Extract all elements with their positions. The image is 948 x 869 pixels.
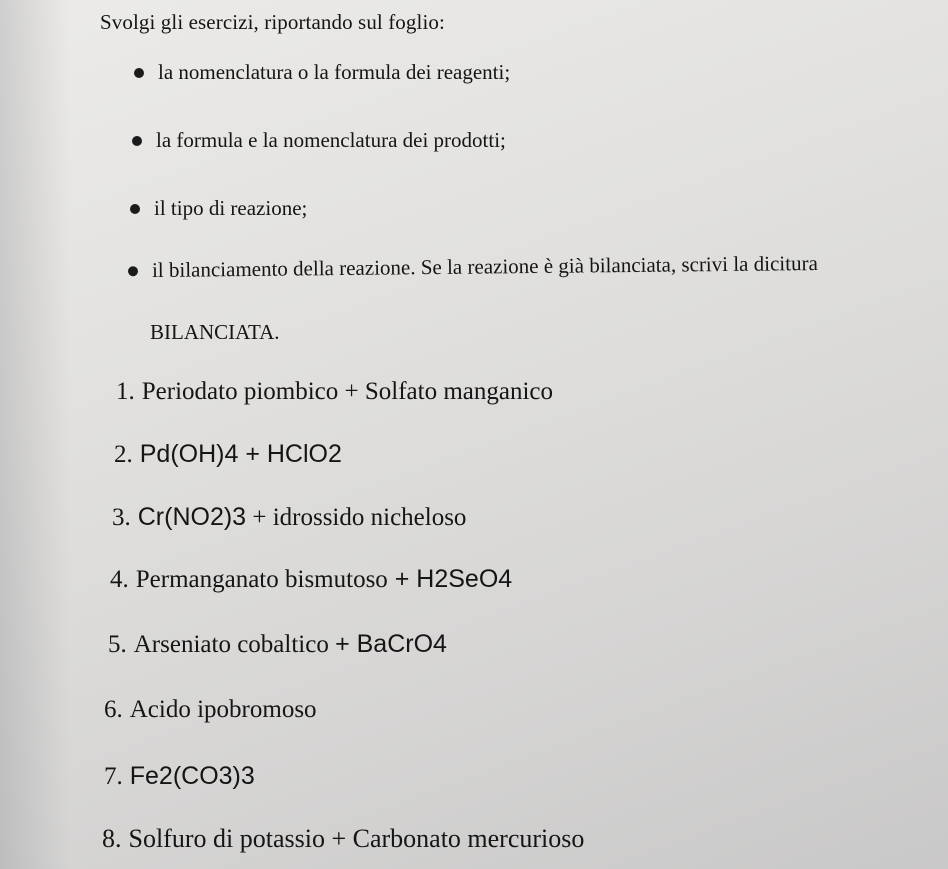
exercise-number: 7. bbox=[104, 763, 123, 790]
bilanciata-label: BILANCIATA. bbox=[150, 320, 280, 344]
exercise-text: Pd(OH)4 + HClO2 bbox=[139, 440, 342, 468]
exercise-formula: + BaCrO4 bbox=[335, 630, 447, 658]
exercise-formula: Cr(NO2)3 bbox=[137, 503, 247, 531]
exercise-number: 4. bbox=[110, 566, 129, 593]
exercise-text: Permanganato bismutoso bbox=[135, 566, 388, 593]
exercise-number: 8. bbox=[102, 824, 122, 853]
exercise-7 bbox=[104, 762, 255, 791]
instructions-heading: Svolgi gli esercizi, riportando sul foglio: bbox=[100, 10, 445, 34]
exercise-text: Acido ipobromoso bbox=[129, 696, 317, 723]
exercise-text: + idrossido nicheloso bbox=[246, 504, 467, 531]
bullet-item-reagents bbox=[158, 60, 510, 85]
exercise-text: Solfuro di potassio + Carbonato mercurioso bbox=[128, 824, 585, 853]
bullet-text: il bilanciamento della reazione. Se la reazione è già bilanciata, scrivi la dicitura bbox=[151, 251, 818, 282]
bullet-item-reaction-type bbox=[154, 196, 307, 221]
exercise-3 bbox=[112, 503, 466, 532]
exercise-6 bbox=[104, 696, 317, 724]
exercise-number: 5. bbox=[108, 631, 127, 658]
exercise-1 bbox=[116, 378, 553, 406]
exercise-text: Arseniato cobaltico bbox=[133, 631, 336, 658]
bullet-text: il tipo di reazione; bbox=[154, 196, 308, 220]
exercise-number: 3. bbox=[112, 504, 131, 531]
exercise-4 bbox=[110, 565, 512, 594]
exercise-number: 1. bbox=[116, 378, 135, 405]
bullet-text: la nomenclatura o la formula dei reagenti; bbox=[158, 60, 511, 84]
exercise-8 bbox=[102, 824, 584, 854]
bullet-item-balancing bbox=[152, 251, 818, 283]
bullet-dot bbox=[132, 136, 142, 146]
exercise-formula: Fe2(CO3)3 bbox=[129, 762, 255, 790]
bullet-dot bbox=[130, 204, 140, 214]
page-shadow bbox=[0, 0, 70, 869]
exercise-2 bbox=[114, 440, 342, 469]
bullet-dot bbox=[128, 266, 138, 276]
exercise-text: Periodato piombico + Solfato manganico bbox=[141, 378, 553, 405]
bullet-dot bbox=[134, 68, 144, 78]
exercise-formula: + H2SeO4 bbox=[387, 565, 513, 593]
bullet-item-products bbox=[156, 128, 506, 153]
bullet-text: la formula e la nomenclatura dei prodotti; bbox=[156, 128, 506, 152]
exercise-number: 6. bbox=[104, 696, 123, 723]
exercise-5 bbox=[108, 630, 447, 659]
exercise-number: 2. bbox=[114, 441, 133, 468]
